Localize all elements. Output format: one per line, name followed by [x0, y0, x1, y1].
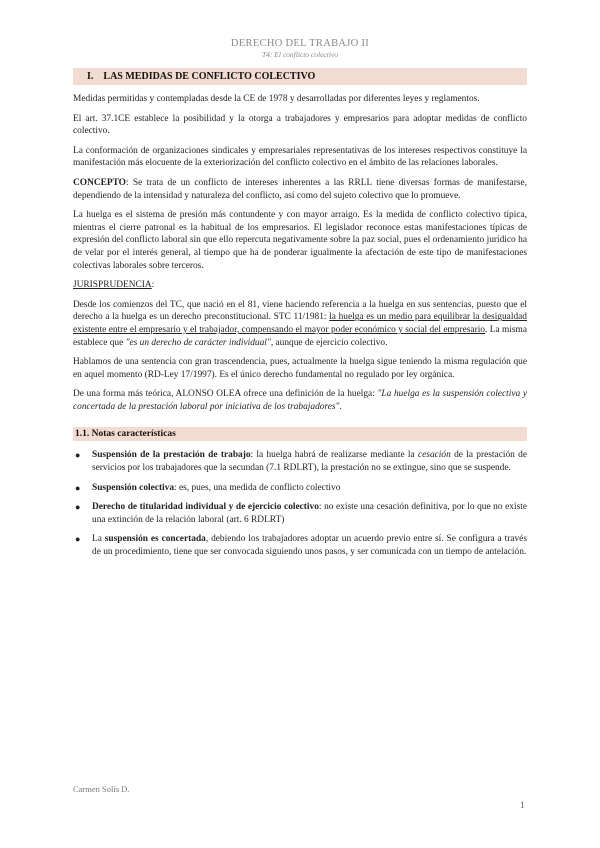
p6-part-c: , aunque de ejercicio colectivo. — [270, 337, 388, 348]
bullet-icon: ● — [75, 534, 81, 545]
list-item — [73, 449, 527, 474]
bullet-icon: ● — [75, 482, 81, 493]
b4-part-a: La — [92, 534, 105, 545]
paragraph-8 — [73, 388, 527, 413]
b4-bold: suspensión es concertada — [104, 534, 206, 545]
jurisprudencia-heading — [73, 279, 527, 292]
concepto-label: CONCEPTO — [73, 177, 126, 188]
jurisprudencia-colon: : — [151, 280, 155, 291]
b1-italic: cesación — [417, 450, 451, 461]
p6-part-b: . La misma establece que — [73, 324, 527, 348]
p6-underlined: la huelga es un medio para equilibrar la desigualdad existente entre el empresario y el trabajador, compensando el mayor poder económico y social del empresario — [73, 312, 527, 335]
b2-bold: Suspensión colectiva — [92, 482, 175, 493]
header-subtitle: T4: El conflicto colectivo — [261, 50, 339, 59]
concepto-text: : Se trata de un conflicto de intereses inherentes a las RRLL tiene diversas formas de manifestarse, dependiendo de la intensidad y naturaleza del conflicto, así como del sujeto colectivo que lo promueve. — [73, 177, 527, 201]
list-item — [73, 482, 527, 495]
footer-author: Carmen Solís D. — [73, 784, 130, 794]
page-body — [73, 68, 527, 566]
b4-part-c: , debiendo los trabajadores adoptar un acuerdo previo entre sí. Se configura a través de un procedimiento, tiene que ser convocada siguiendo unos pasos, y ser comunicada con un tiempo de antelación. — [92, 534, 527, 558]
list-item — [73, 533, 527, 558]
paragraph-5: La huelga es el sistema de presión más contundente y con mayor arraigo. Es la medida de conflicto colectivo típica, mientras el cierre patronal es la habitual de los empresarios. El legislador reconoce estas manifestaciones típicas de expresión del conflicto laboral sin que ello repercuta negativamente sobre la paz social, pues el ordenamiento jurídico ha de velar por el interés general, al tiempo que ha de ponderar igualmente la afectación de este tipo de manifestaciones colectivas laborales sobre terceros. — [73, 210, 527, 271]
section-number: I. — [87, 71, 94, 82]
paragraph-6 — [73, 299, 527, 349]
b2-part-a: : es, pues, una medida de conflicto colectivo — [174, 482, 341, 493]
p8-part-a: De una forma más teórica, ALONSO OLEA ofrece una definición de la huelga: — [73, 389, 378, 400]
paragraph-3: La conformación de organizaciones sindicales y empresariales representativas de los intereses respectivos constituye la manifestación más elocuente de la exteriorización del conflicto colectivo en el ámbito de las relaciones laborales. — [73, 145, 527, 169]
section-title: LAS MEDIDAS DE CONFLICTO COLECTIVO — [103, 71, 316, 82]
b1-bold: Suspensión de la prestación de trabajo — [92, 450, 251, 461]
bullet-list — [73, 449, 527, 558]
p6-part-a: Desde los comienzos del TC, que nació en el 81, viene haciendo referencia a la huelga en sus sentencias, puesto que el derecho a la huelga es un derecho preconstitucional. STC 11/1981: — [73, 299, 527, 323]
p8-part-c: . — [339, 401, 342, 412]
subsection-heading: 1.1. Notas características — [73, 427, 527, 441]
jurisprudencia-label: JURISPRUDENCIA — [73, 280, 152, 291]
paragraph-7: Hablamos de una sentencia con gran trascendencia, pues, actualmente la huelga sigue teniendo la misma regulación que en aquel momento (RD-Ley 17/1997). Es el único derecho fundamental no regulado por ley orgánica. — [73, 357, 527, 380]
b3-bold: Derecho de titularidad individual y de ejercicio colectivo — [92, 502, 319, 513]
header-title: DERECHO DEL TRABAJO II — [230, 38, 370, 49]
paragraph-1: Medidas permitidas y contempladas desde la CE de 1978 y desarrolladas por diferentes leyes y reglamentos. — [73, 94, 480, 104]
b3-part-a: : no existe una cesación definitiva, por lo que no existe una extinción de la relación laboral (art. 6 RDLRT) — [92, 502, 527, 525]
paragraph-2: El art. 37.1CE establece la posibilidad y la otorga a trabajadores y empresarios para adoptar medidas de conflicto colectivo. — [73, 113, 527, 137]
bullet-icon: ● — [75, 502, 81, 513]
paragraph-concepto — [73, 177, 527, 202]
bullet-icon: ● — [75, 450, 81, 461]
section-heading — [73, 68, 527, 85]
page-header — [0, 38, 600, 59]
b1-part-c: de la prestación de servicios por los trabajadores que la secundan (7.1 RDLRT), la prestación no se extingue, sino que se suspende. — [92, 450, 527, 474]
b1-part-a: : la huelga habrá de realizarse mediante la — [250, 450, 418, 461]
p8-italic: "La huelga es la suspensión colectiva y concertada de la prestación laboral por iniciativa de los trabajadores" — [73, 389, 527, 412]
page-number: 1 — [520, 800, 525, 810]
list-item — [73, 501, 527, 526]
p6-italic: "es un derecho de carácter individual" — [125, 337, 271, 348]
